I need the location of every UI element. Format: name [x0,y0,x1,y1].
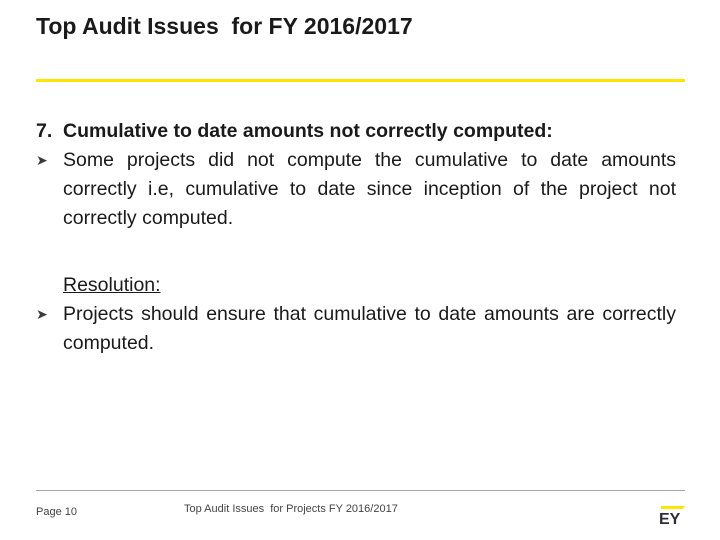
issue-description-item [36,146,676,233]
issue-heading-text: Cumulative to date amounts not correctly computed: [63,120,553,142]
slide-body [36,117,676,358]
arrowhead-bullet-icon: ➤ [36,152,48,168]
issue-heading [36,117,676,146]
footer-divider [36,490,685,491]
title-underline [36,79,685,82]
resolution-item [36,300,676,358]
resolution-text: Projects should ensure that cumulative to date amounts are correctly computed. [63,303,676,354]
logo-text: EY [659,511,681,525]
ey-logo-icon [657,505,687,525]
issue-number: 7. [36,120,53,142]
issue-description: Some projects did not compute the cumulative to date amounts correctly i.e, cumulative to date since inception of the project not correctly computed. [63,149,676,229]
resolution-label-item [36,271,676,300]
slide-title: Top Audit Issues for FY 2016/2017 [36,13,413,39]
resolution-label: Resolution: [63,274,161,296]
footer-title: Top Audit Issues for Projects FY 2016/2017 [184,503,398,515]
arrowhead-bullet-icon: ➤ [36,306,48,322]
page-number: Page 10 [36,506,77,518]
